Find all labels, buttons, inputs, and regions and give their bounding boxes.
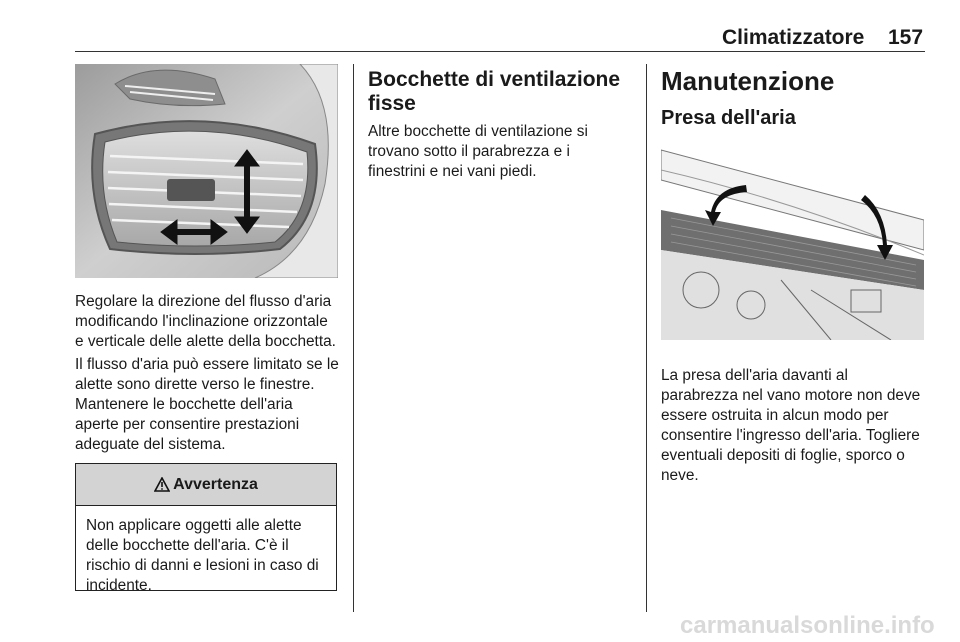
fixed-vents-heading: Bocchette di ventilazione fisse: [368, 68, 621, 115]
watermark: carmanualsonline.info: [680, 612, 935, 639]
air-intake-heading: Presa dell'aria: [661, 107, 796, 129]
column-divider-right: [646, 64, 647, 612]
air-intake-figure: [661, 140, 924, 340]
warning-text: Non applicare oggetti alle alette delle bocchette dell'aria. C'è il rischio di danni e lesioni in caso di incidente.: [86, 517, 319, 594]
air-vent-figure: [75, 64, 338, 278]
warning-header: [76, 464, 336, 506]
section-title: Climatizzatore: [722, 26, 865, 49]
header-rule: [75, 51, 925, 52]
left-body-text: [75, 292, 340, 458]
fixed-vents-paragraph: Altre bocchette di ventilazione si trovano sotto il parabrezza e i finestrini e nei vani piedi.: [368, 123, 588, 180]
vent-flow-paragraph: Il flusso d'aria può essere limitato se le alette sono dirette verso le finestre. Mantenere le bocchette dell'aria aperte per consentire prestazioni adeguate del sistema.: [75, 356, 339, 453]
vent-adjust-paragraph: Regolare la direzione del flusso d'aria modificando l'inclinazione orizzontale e verticale delle alette della bocchetta.: [75, 293, 336, 350]
warning-box: [75, 463, 337, 594]
maintenance-heading: Manutenzione: [661, 66, 835, 96]
warning-triangle-icon: [154, 477, 170, 492]
column-divider-left: [353, 64, 354, 612]
air-intake-paragraph: La presa dell'aria davanti al parabrezza nel vano motore non deve essere ostruita in alcun modo per consentire l'ingresso dell'aria. Togliere eventuali depositi di foglie, sporco o neve.: [661, 367, 921, 484]
warning-title: Avvertenza: [173, 475, 258, 493]
page-number: 157: [888, 26, 924, 49]
